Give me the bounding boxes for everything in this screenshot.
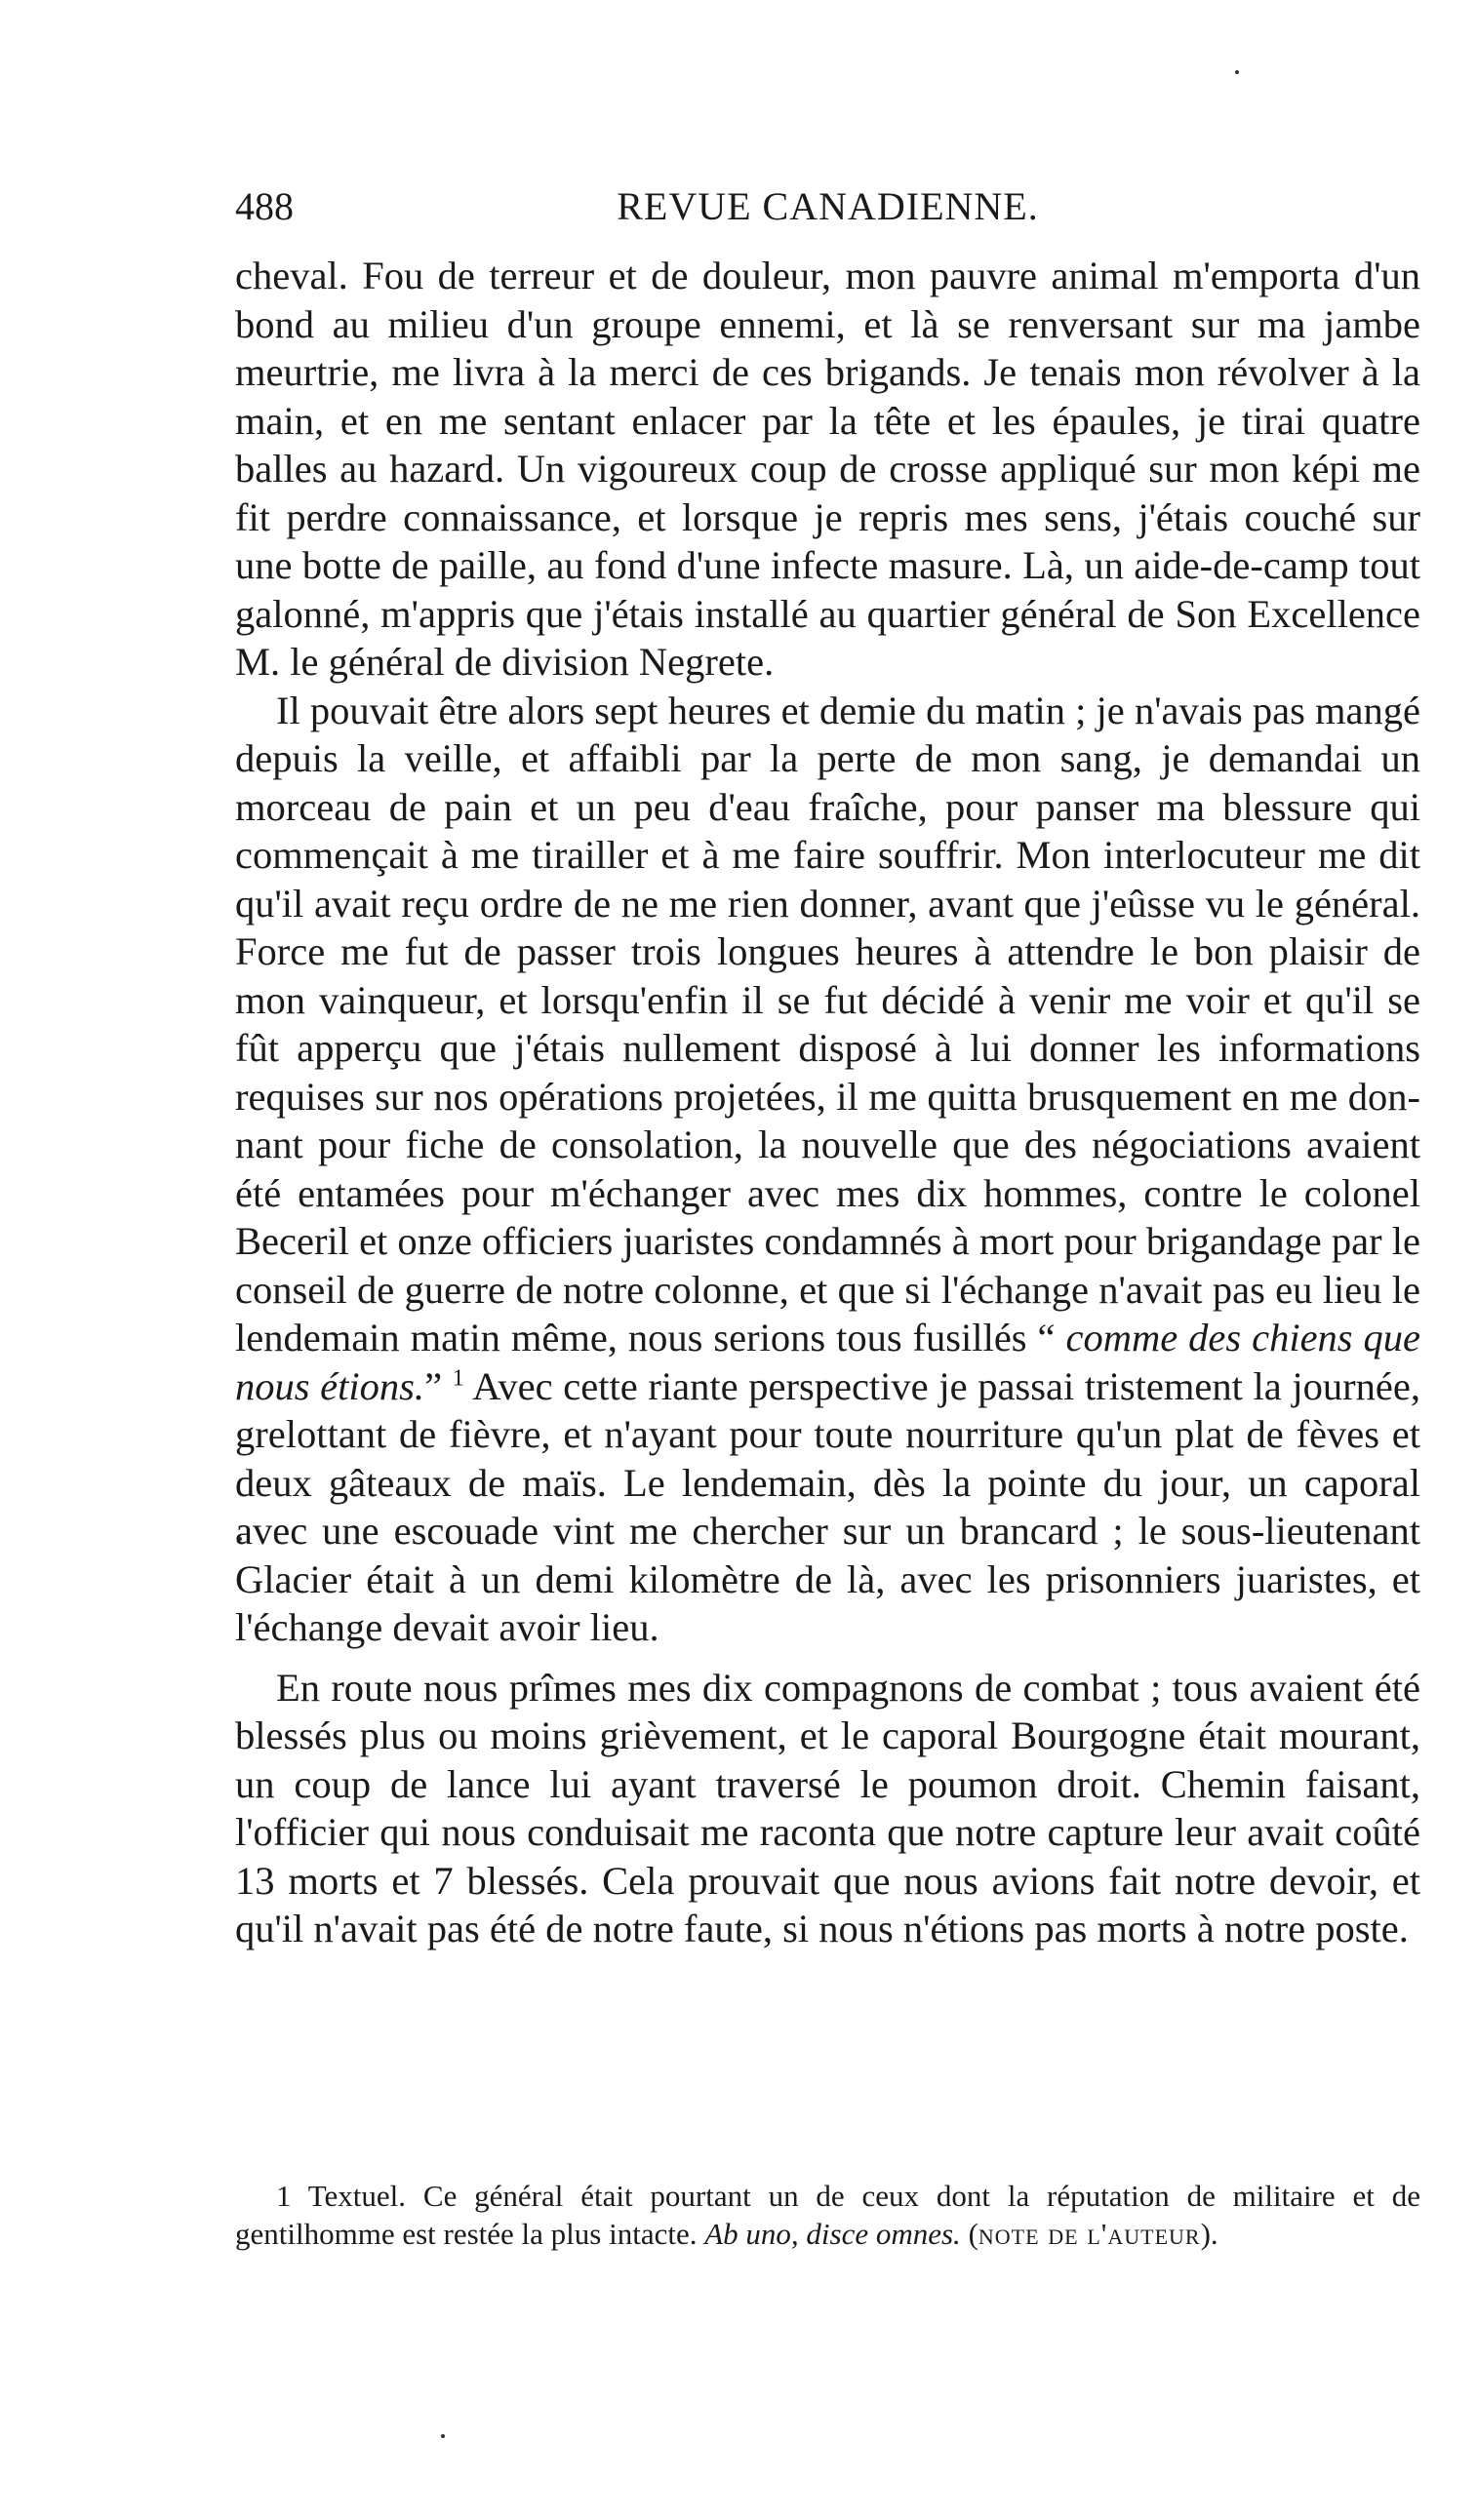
footnote-text: ). [1200, 2217, 1218, 2251]
paragraph-text: En route nous prîmes mes dix compagnons de combat ; tous avaient été blessés plus ou moins grièvement, et le caporal Bourgogne était mourant, un coup de lance lui ayant traversé le poumon droit. Chemin faisant, l'officier qui nous conduisait me raconta que notre capture leur avait coûté 13 morts et 7 blessés. Cela prouvait que nous avions fait notre devoir, et qu'il n'avait pas été de notre faute, si nous n'étions pas morts à notre poste. [235, 1665, 1420, 1950]
footnotes [235, 2177, 1420, 2253]
paragraph-text: ” [424, 1363, 453, 1408]
print-speck [1235, 70, 1239, 74]
running-title: REVUE CANADIENNE. [617, 184, 1039, 228]
paragraph [235, 687, 1420, 1652]
print-speck [441, 2434, 445, 2438]
footnote-text: ( [960, 2217, 978, 2251]
footnote-text: 1 Textuel. Ce général était pourtant un de ceux dont la réputation de militaire et de gentilhomme est restée la plus intacte. [235, 2179, 1420, 2251]
paragraph-text: Avec cette riante perspective je passai tristement la journée, grelottant de fièvre, et n'ayant pour toute nourriture qu'un plat de fèves et deux gâteaux de maïs. Le lendemain, dès la pointe du jour, un caporal avec une escouade vint me chercher sur un brancard ; le sous-lieutenant Glacier était à un demi kilomètre de là, avec les prisonniers juaristes, et l'échange devait avoir lieu. [235, 1363, 1420, 1649]
paragraph-text: Il pouvait être alors sept heures et demie du matin ; je n'avais pas mangé depuis la veille, et affaibli par la perte de mon sang, je demandai un morceau de pain et un peu d'eau fraîche, pour panser ma blessure qui commençait à me tirailler et à me faire souffrir. Mon interlocuteur me dit qu'il avait reçu ordre de ne me rien donner, avant que j'eûsse vu le général. Force me fut de passer trois longues heures à attendre le bon plaisir de mon vainqueur, et lorsqu'enfin il se fut décidé à venir me voir et qu'il se fût apperçu que j'étais nullement disposé à lui donner les informations requises sur nos opérations projetées, il me quitta brusquement en me donnant pour fiche de consolation, la nouvelle que des négociations avaient été entamées pour m'échanger avec mes dix hommes, contre le colonel Beceril et onze officiers juaristes condamnés à mort pour brigandage par le conseil de guerre de notre colonne, et que si l'échange n'avait pas eu lieu le lendemain matin même, nous serions tous fusillés “ [235, 688, 1420, 1359]
paragraph [235, 252, 1420, 687]
paragraph [235, 1664, 1420, 1953]
footnote-italic: Ab uno, disce omnes. [704, 2217, 961, 2251]
footnote-attribution: note de l'auteur [978, 2217, 1201, 2251]
body-text [235, 252, 1420, 1953]
footnote [235, 2177, 1420, 2253]
paragraph-text: cheval. Fou de terreur et de douleur, mon pauvre animal m'emporta d'un bond au milieu d'un groupe ennemi, et là se renversant sur ma jambe meurtrie, me livra à la merci de ces brigands. Je tenais mon révolver à la main, et en me sentant enlacer par la tête et les épaules, je tirai quatre balles au hazard. Un vigoureux coup de crosse appliqué sur mon képi me fit perdre connaissance, et lorsque je repris mes sens, j'étais couché sur une botte de paille, au fond d'une infecte masure. Là, un aide-de-camp tout galonné, m'appris que j'étais installé au quartier général de Son Excellence M. le général de division Negrete. [235, 254, 1420, 684]
italic-quote: comme des chiens que nous étions. [235, 1316, 1420, 1408]
page-number: 488 [235, 184, 294, 228]
page-header [235, 177, 1420, 236]
footnote-reference: 1 [452, 1365, 464, 1391]
